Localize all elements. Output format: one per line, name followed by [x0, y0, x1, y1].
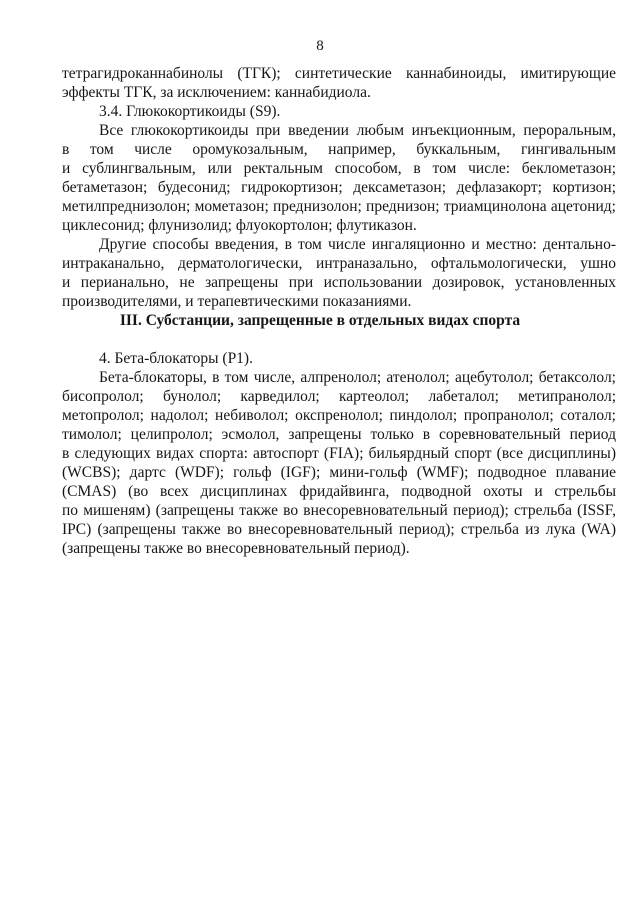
page-number: 8	[316, 38, 324, 54]
text-line: Все глюкокортикоиды при введении любым инъекционным, пероральным,	[99, 122, 616, 139]
text-line: интраканально, дерматологически, интраназально, офтальмологически, ушно	[62, 255, 616, 272]
text-line: метилпреднизолон; мометазон; преднизолон; преднизон; триамцинолона ацетонид;	[62, 198, 616, 215]
text-line: в том числе оромукозальным, например, буккальным, гингивальным	[62, 141, 616, 158]
text-line: Другие способы введения, в том числе ингаляционно и местно: дентально-	[99, 236, 616, 253]
text-line: (WCBS); дартс (WDF); гольф (IGF); мини-гольф (WMF); подводное плавание	[62, 464, 616, 481]
text-line: и сублингвальным, или ректальным способом, в том числе: беклометазон;	[62, 160, 616, 177]
text-line: в следующих видах спорта: автоспорт (FIA); бильярдный спорт (все дисциплины)	[62, 445, 616, 462]
text-line: тимолол; целипролол; эсмолол, запрещены только в соревновательный период	[62, 426, 616, 443]
text-line: (CMAS) (во всех дисциплинах фридайвинга, подводной охоты и стрельбы	[62, 483, 616, 500]
text-line: эффекты ТГК, за исключением: каннабидиола.	[62, 84, 371, 101]
section-heading-4: 4. Бета-блокаторы (P1).	[99, 350, 253, 367]
section-heading-3-4: 3.4. Глюкокортикоиды (S9).	[99, 103, 281, 120]
text-line: тетрагидроканнабинолы (ТГК); синтетические каннабиноиды, имитирующие	[62, 65, 616, 82]
section-heading-iii: III. Субстанции, запрещенные в отдельных видах спорта	[119, 312, 521, 329]
text-line: метопролол; надолол; небиволол; окспренолол; пиндолол; пропранолол; соталол;	[62, 407, 616, 424]
text-line: IPC) (запрещены также во внесоревновательный период); стрельба из лука (WA)	[62, 521, 616, 538]
text-line: бетаметазон; будесонид; гидрокортизон; дексаметазон; дефлазакорт; кортизон;	[62, 179, 616, 196]
text-line: Бета-блокаторы, в том числе, алпренолол; атенолол; ацебутолол; бетаксолол;	[99, 369, 616, 386]
text-line: и перианально, не запрещены при использовании дозировок, установленных	[62, 274, 616, 291]
text-line: (запрещены также во внесоревновательный период).	[62, 540, 410, 557]
text-line: производителями, и терапевтическими показаниями.	[62, 293, 412, 310]
text-line: бисопролол; бунолол; карведилол; картеолол; лабеталол; метипранолол;	[62, 388, 616, 405]
text-line: по мишеням) (запрещены также во внесоревновательный период); стрельба (ISSF,	[62, 502, 616, 519]
text-line: циклесонид; флунизолид; флуокортолон; флутиказон.	[62, 217, 417, 234]
